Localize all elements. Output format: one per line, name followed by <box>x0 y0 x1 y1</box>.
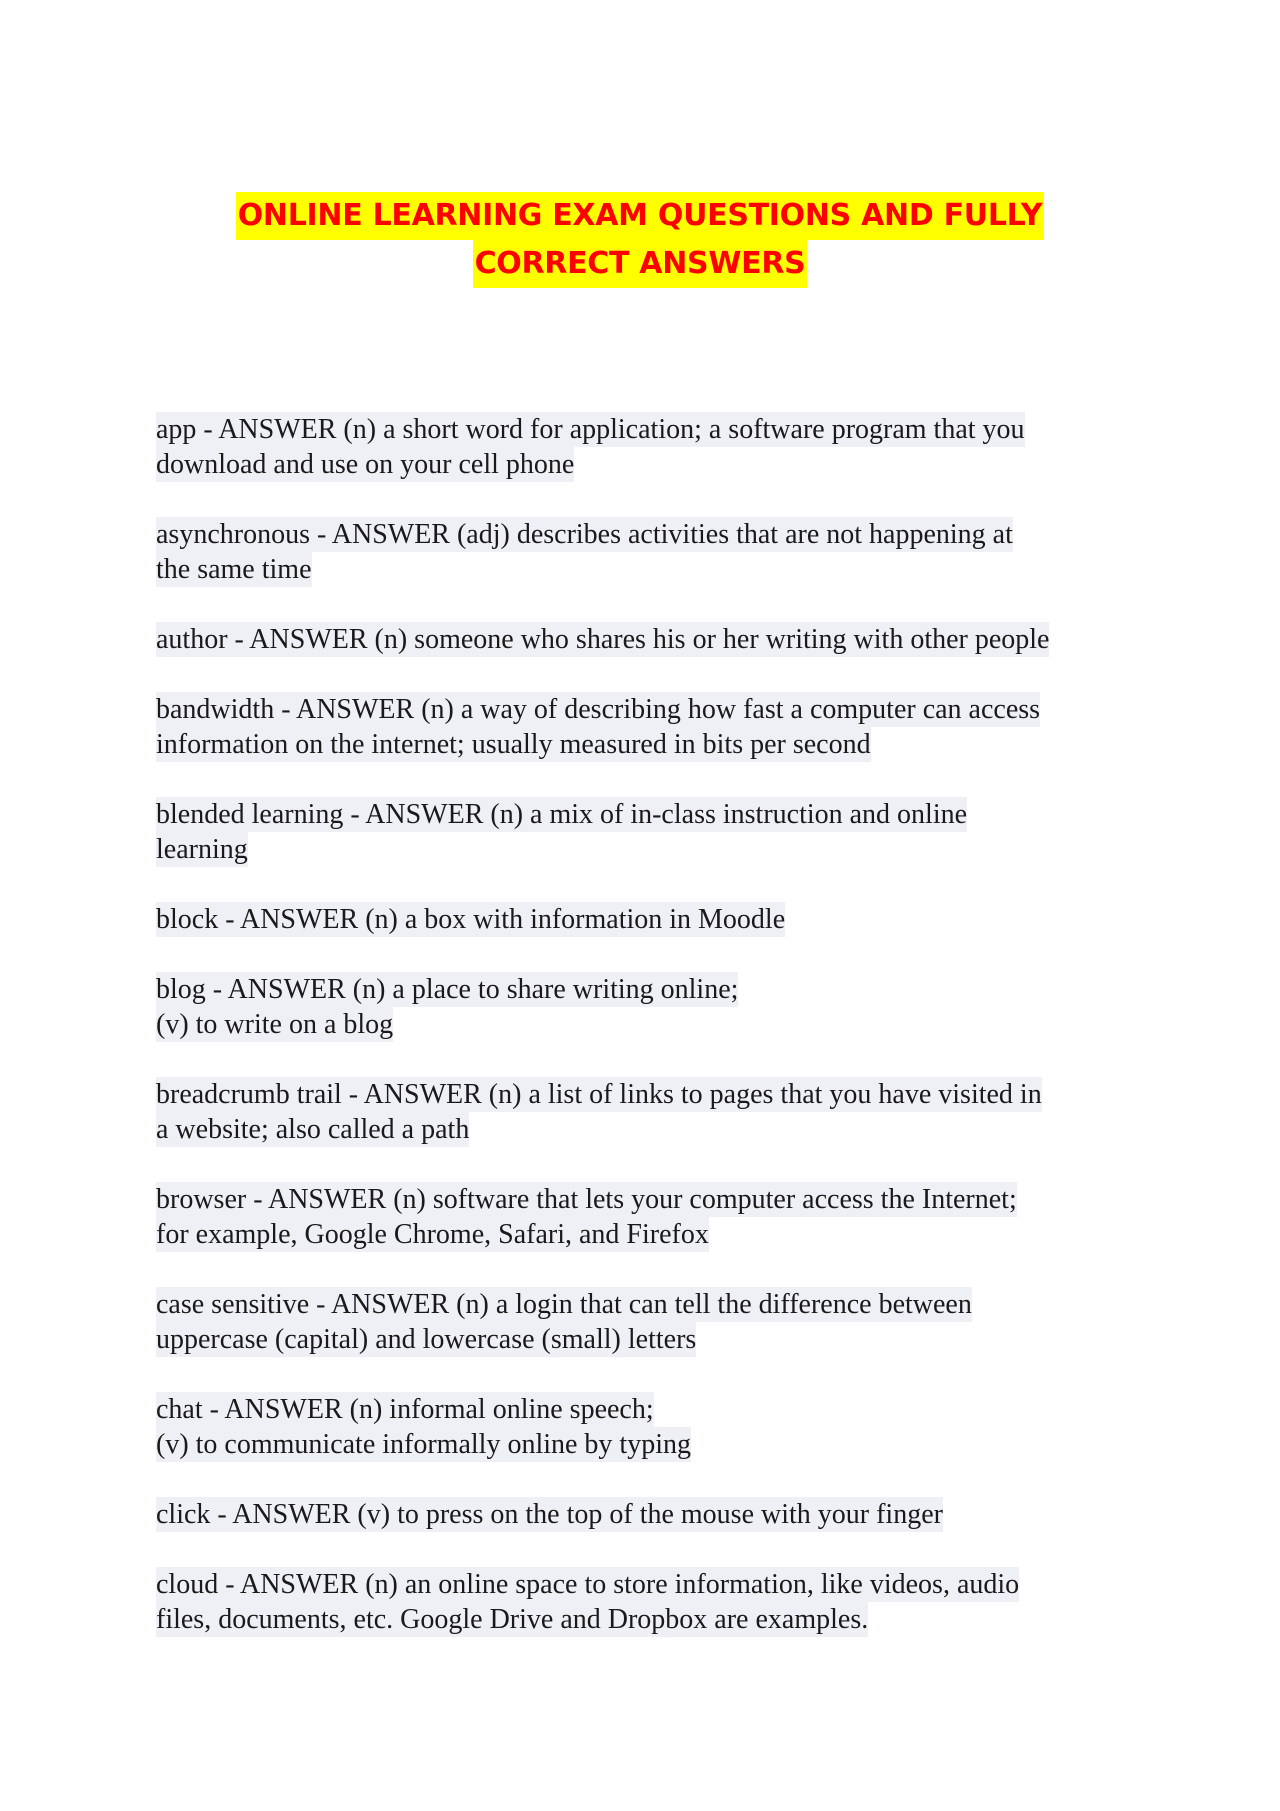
entry-line: for example, Google Chrome, Safari, and Firefox <box>156 1219 709 1250</box>
entry-line: (v) to communicate informally online by typing <box>156 1429 691 1460</box>
glossary-entry-chat <box>156 1392 1156 1462</box>
entry-line: blog - ANSWER (n) a place to share writing online; <box>156 974 739 1005</box>
glossary-entry-blended-learning <box>156 797 1156 867</box>
entry-line: app - ANSWER (n) a short word for application; a software program that you <box>156 414 1025 445</box>
entry-line: download and use on your cell phone <box>156 449 575 480</box>
entry-line: chat - ANSWER (n) informal online speech; <box>156 1394 654 1425</box>
glossary-entry-author <box>156 622 1156 657</box>
entry-line: the same time <box>156 554 312 585</box>
glossary-entry-breadcrumb-trail <box>156 1077 1156 1147</box>
glossary-entry-cloud <box>156 1567 1156 1637</box>
title-line: CORRECT ANSWERS <box>473 240 808 288</box>
entry-line: case sensitive - ANSWER (n) a login that can tell the difference between <box>156 1289 972 1320</box>
entry-line: information on the internet; usually measured in bits per second <box>156 729 871 760</box>
entry-line: click - ANSWER (v) to press on the top of the mouse with your finger <box>156 1499 943 1530</box>
glossary-entry-case-sensitive <box>156 1287 1156 1357</box>
entry-line: browser - ANSWER (n) software that lets your computer access the Internet; <box>156 1184 1017 1215</box>
glossary-entry-app <box>156 412 1156 482</box>
entry-line: uppercase (capital) and lowercase (small) letters <box>156 1324 697 1355</box>
entry-line: a website; also called a path <box>156 1114 470 1145</box>
glossary-entry-block <box>156 902 1156 937</box>
entry-line: block - ANSWER (n) a box with information in Moodle <box>156 904 786 935</box>
entry-line: author - ANSWER (n) someone who shares his or her writing with other people <box>156 624 1050 655</box>
title-line: ONLINE LEARNING EXAM QUESTIONS AND FULLY <box>236 192 1045 240</box>
entry-line: blended learning - ANSWER (n) a mix of in-class instruction and online <box>156 799 968 830</box>
glossary-entry-click <box>156 1497 1156 1532</box>
glossary-entry-asynchronous <box>156 517 1156 587</box>
entry-line: (v) to write on a blog <box>156 1009 394 1040</box>
entry-line: files, documents, etc. Google Drive and Dropbox are examples. <box>156 1604 869 1635</box>
entry-line: asynchronous - ANSWER (adj) describes activities that are not happening at <box>156 519 1013 550</box>
entry-line: cloud - ANSWER (n) an online space to store information, like videos, audio <box>156 1569 1020 1600</box>
entry-line: bandwidth - ANSWER (n) a way of describing how fast a computer can access <box>156 694 1041 725</box>
entry-line: learning <box>156 834 248 865</box>
glossary-entry-bandwidth <box>156 692 1156 762</box>
glossary-list <box>156 412 1156 1672</box>
document-title <box>0 192 1280 288</box>
glossary-entry-blog <box>156 972 1156 1042</box>
glossary-entry-browser <box>156 1182 1156 1252</box>
entry-line: breadcrumb trail - ANSWER (n) a list of links to pages that you have visited in <box>156 1079 1042 1110</box>
